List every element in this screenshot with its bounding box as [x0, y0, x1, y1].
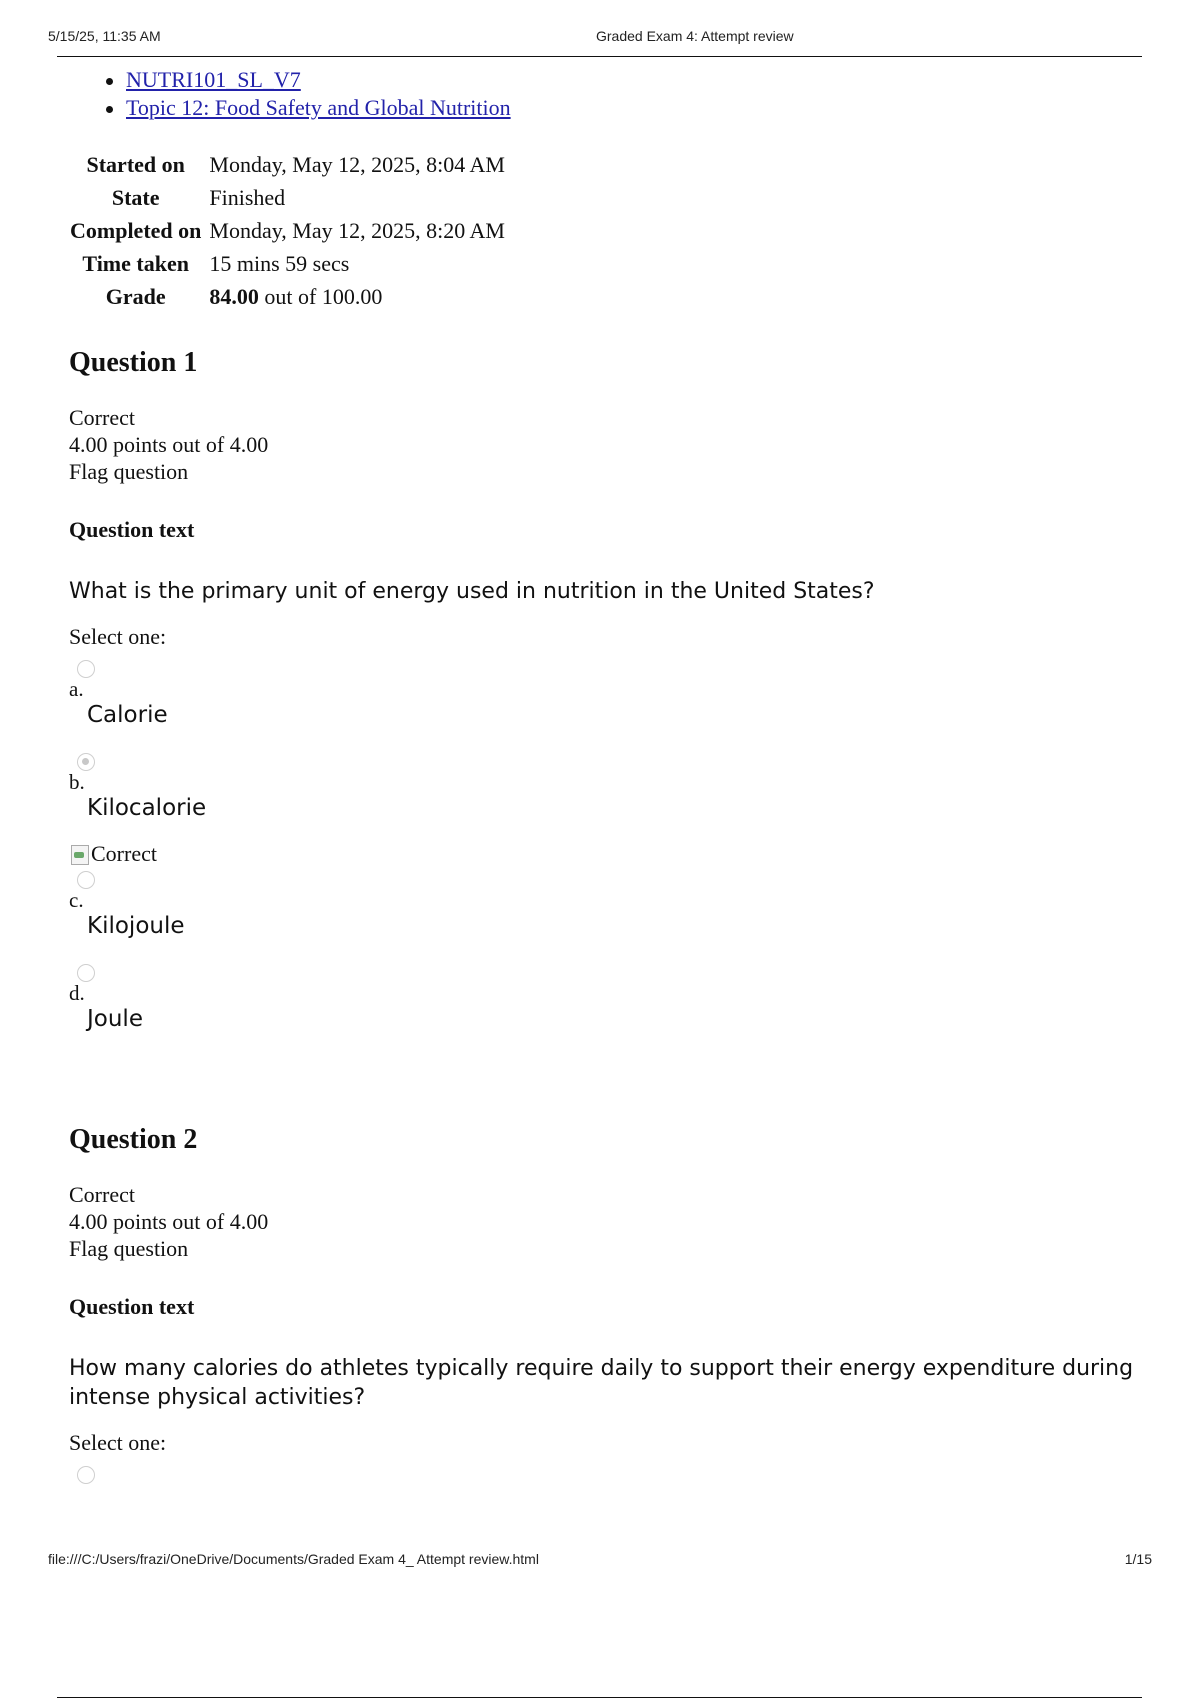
select-one-label: Select one:: [69, 1430, 167, 1455]
breadcrumb-link-course[interactable]: NUTRI101_SL_V7: [126, 67, 301, 92]
summary-row-grade: [70, 280, 505, 313]
question-title: Question 2: [69, 1124, 198, 1155]
answer-option-a: [69, 660, 1159, 730]
summary-value: [207, 280, 505, 313]
radio-option-d[interactable]: [77, 964, 95, 982]
grade-score: 84.00: [209, 283, 259, 309]
print-file-path: file:///C:/Users/frazi/OneDrive/Documents/Graded Exam 4_ Attempt review.html: [48, 1551, 539, 1567]
option-letter: c.: [69, 888, 84, 912]
question-2: [69, 1123, 1159, 1484]
select-one-label: Select one:: [69, 624, 167, 649]
summary-row-time-taken: [70, 247, 505, 280]
flag-question-link[interactable]: Flag question: [69, 459, 189, 484]
header-divider: [57, 56, 1142, 57]
print-page-number: 1/15: [1124, 1551, 1152, 1567]
answer-option-a: [69, 1466, 1159, 1484]
question-points: 4.00 points out of 4.00: [69, 1209, 269, 1234]
answer-option-b: [69, 753, 1159, 823]
breadcrumb-item-course: [0, 66, 511, 94]
answer-option-c: [69, 871, 1159, 941]
answer-option-d: [69, 964, 1159, 1034]
summary-row-started: [70, 148, 505, 181]
option-text: Joule: [87, 1006, 143, 1032]
summary-label: Grade: [105, 283, 166, 309]
option-letter: b.: [69, 770, 85, 794]
breadcrumb-link-topic[interactable]: Topic 12: Food Safety and Global Nutrition: [126, 95, 511, 120]
question-status: Correct: [69, 405, 135, 430]
question-text: How many calories do athletes typically require daily to support their energy expenditure during intense physical activities?: [69, 1356, 1134, 1410]
answer-feedback: [69, 841, 1159, 867]
radio-option-c[interactable]: [77, 871, 95, 889]
feedback-text: Correct: [91, 841, 157, 866]
breadcrumb-item-topic: [0, 94, 511, 122]
radio-option-b[interactable]: [77, 753, 95, 771]
option-letter: a.: [69, 677, 84, 701]
question-text: What is the primary unit of energy used in nutrition in the United States?: [69, 579, 875, 604]
correct-icon: [69, 843, 91, 865]
question-title: Question 1: [69, 347, 198, 378]
question-status: Correct: [69, 1182, 135, 1207]
summary-label: Started on: [86, 151, 185, 177]
option-text: Kilocalorie: [87, 795, 207, 821]
radio-option-a[interactable]: [77, 1466, 95, 1484]
question-info: [69, 404, 1159, 485]
summary-label: Completed on: [70, 217, 202, 243]
summary-value: Finished: [209, 184, 286, 210]
question-points: 4.00 points out of 4.00: [69, 432, 269, 457]
flag-question-link[interactable]: Flag question: [69, 1236, 189, 1261]
summary-value: Monday, May 12, 2025, 8:04 AM: [209, 151, 505, 177]
question-text-label: Question text: [69, 517, 195, 542]
next-page-divider: [57, 1697, 1142, 1698]
question-1: [69, 346, 1159, 1034]
attempt-summary-table: [70, 148, 505, 313]
summary-row-completed: [70, 214, 505, 247]
print-page-title: Graded Exam 4: Attempt review: [596, 28, 794, 44]
breadcrumb: [0, 66, 511, 122]
grade-total: out of 100.00: [258, 283, 383, 309]
question-text-label: Question text: [69, 1294, 195, 1319]
summary-value: 15 mins 59 secs: [209, 250, 350, 276]
option-letter: d.: [69, 981, 85, 1005]
summary-label: Time taken: [82, 250, 189, 276]
option-text: Calorie: [87, 702, 168, 728]
summary-row-state: [70, 181, 505, 214]
question-info: [69, 1181, 1159, 1262]
print-datetime: 5/15/25, 11:35 AM: [48, 28, 161, 44]
summary-value: Monday, May 12, 2025, 8:20 AM: [209, 217, 505, 243]
summary-label: State: [111, 184, 160, 210]
radio-option-a[interactable]: [77, 660, 95, 678]
option-text: Kilojoule: [87, 913, 185, 939]
